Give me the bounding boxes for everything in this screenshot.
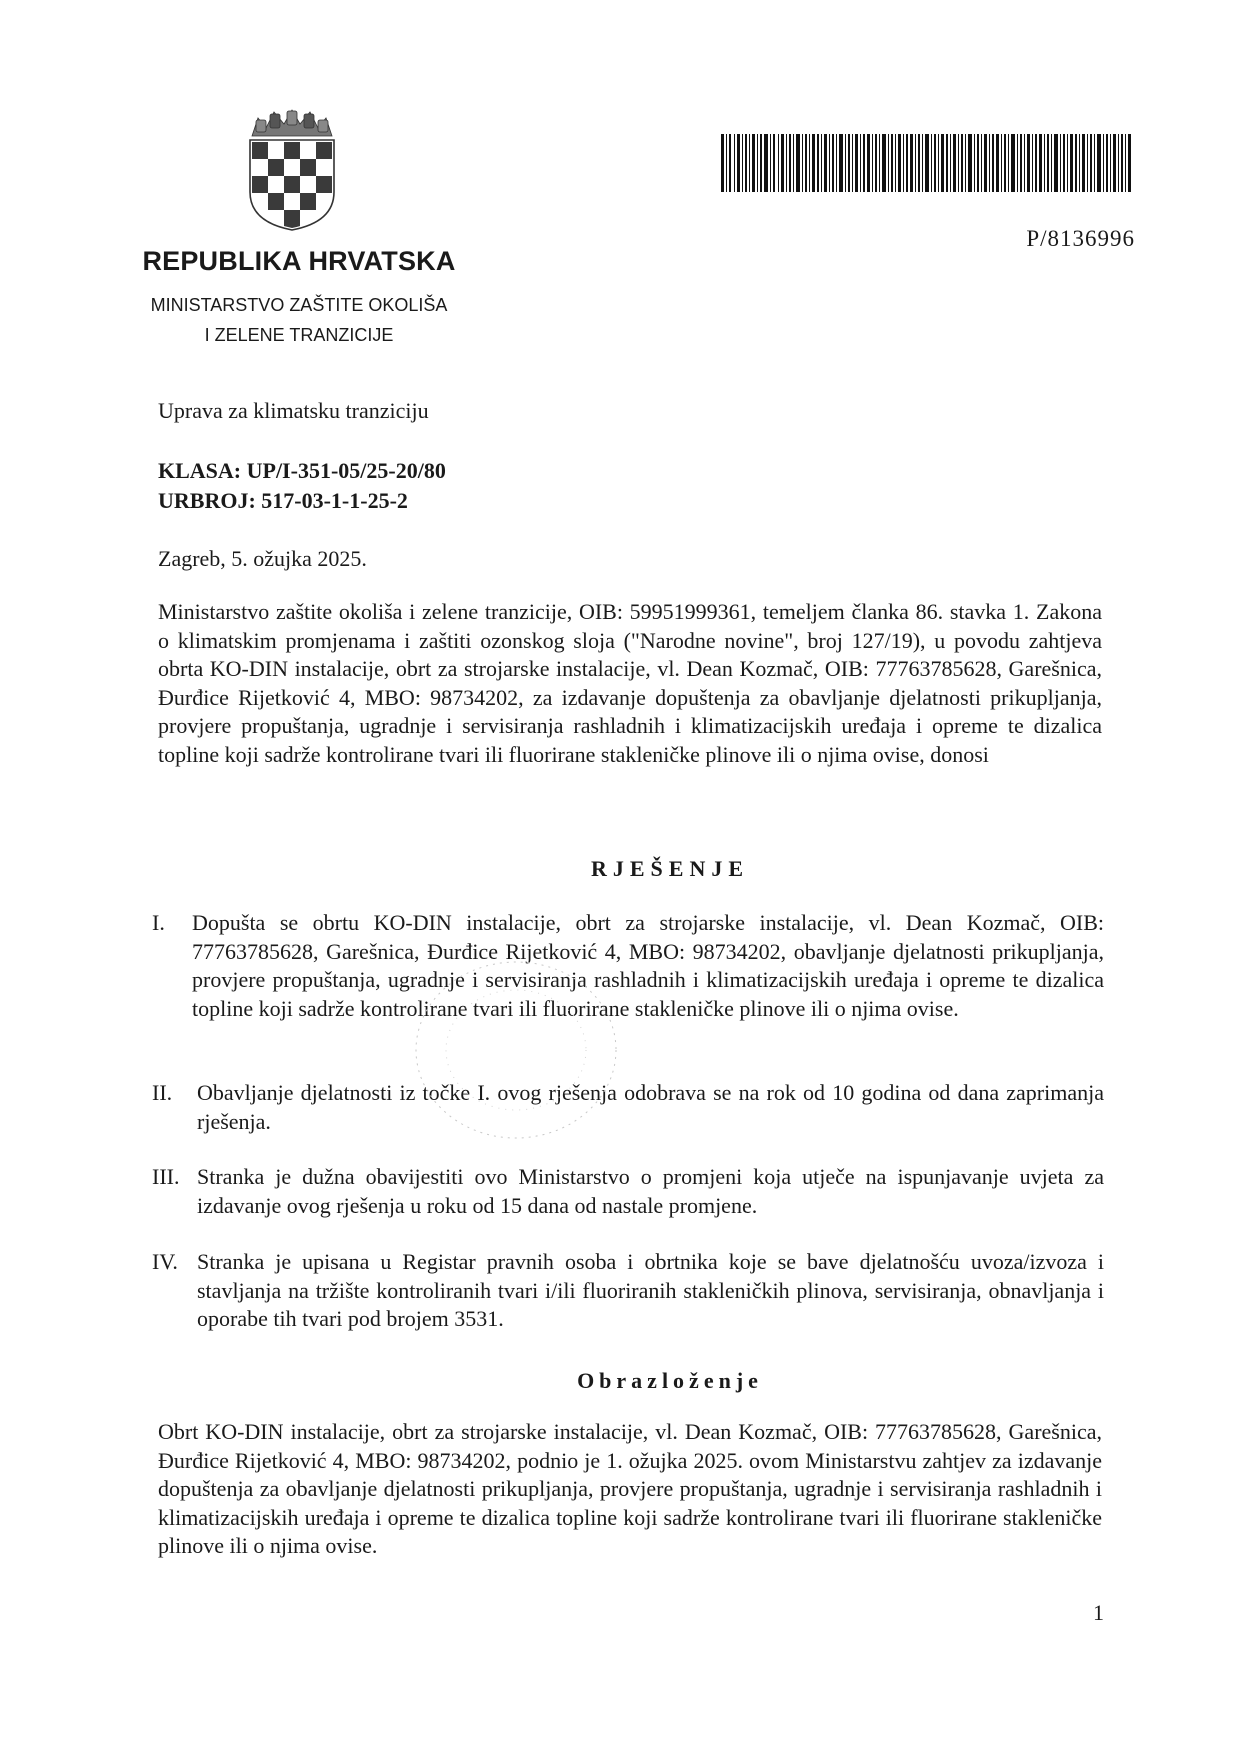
decision-title: RJEŠENJE [590, 856, 750, 881]
point-number: I. [152, 910, 165, 935]
reasoning-paragraph: Obrt KO-DIN instalacije, obrt za strojarske instalacije, vl. Dean Kozmač, OIB: 77763785628, Garešnica, Đurđice Rijetković 4, MBO: 98734202, podnio je 1. ožujka 2025. ovom Ministarstvu zahtjev za izdavanje dopuštenja za obavljanje djelatnosti prikupljanja, provjere propuštanja, ugradnje i servisiranja rashladnih i klimatizacijskih uređaja i opreme te dizalica topline koji sadrže kontrolirane tvari ili fluorirane stakleničke plinove ili o njima ovise. [158, 1419, 1102, 1558]
decision-point [152, 1163, 1104, 1220]
barcode-icon [721, 134, 1131, 192]
ministry-name-line-2: I ZELENE TRANZICIJE [204, 325, 394, 345]
point-number: IV. [152, 1249, 178, 1274]
point-text: Obavljanje djelatnosti iz točke I. ovog rješenja odobrava se na rok od 10 godina od dana zaprimanja rješenja. [197, 1080, 1104, 1134]
ministry-name [118, 290, 480, 350]
page-number: 1 [1093, 1600, 1104, 1625]
decision-point [152, 909, 1104, 1023]
point-text: Stranka je upisana u Registar pravnih osoba i obrtnika koje se bave djelatnošću uvoza/izvoza i stavljanja na tržište kontroliranih tvari i/ili fluoriranih stakleničkih plinova, servisiranja, obnavljanja i oporabe tih tvari pod brojem 3531. [197, 1249, 1104, 1331]
document-number: P/8136996 [1026, 226, 1135, 251]
point-number: II. [152, 1080, 173, 1105]
intro-paragraph: Ministarstvo zaštite okoliša i zelene tranzicije, OIB: 59951999361, temeljem članka 86. stavka 1. Zakona o klimatskim promjenama i zaštiti ozonskog sloja ("Narodne novine", broj 127/19), u povodu zahtjeva obrta KO-DIN instalacije, obrt za strojarske instalacije, vl. Dean Kozmač, OIB: 77763785628, Garešnica, Đurđice Rijetković 4, MBO: 98734202, za izdavanje dopuštenja za obavljanje djelatnosti prikupljanja, provjere propuštanja, ugradnje i servisiranja rashladnih i klimatizacijskih uređaja i opreme te dizalica topline koji sadrže kontrolirane tvari ili fluorirane stakleničke plinove ili o njima ovise, donosi [158, 599, 1102, 767]
klasa-number: KLASA: UP/I-351-05/25-20/80 [158, 458, 446, 483]
office-name: Uprava za klimatsku tranziciju [158, 398, 429, 423]
point-text: Dopušta se obrtu KO-DIN instalacije, obrt za strojarske instalacije, vl. Dean Kozmač, OIB: 77763785628, Garešnica, Đurđice Rijetković 4, MBO: 98734202, obavljanje djelatnosti prikupljanja, provjere propuštanja, ugradnje i servisiranja rashladnih i klimatizacijskih uređaja i opreme te dizalica topline koji sadrže kontrolirane tvari ili fluorirane stakleničke plinove ili o njima ovise. [192, 910, 1104, 1021]
document-date: Zagreb, 5. ožujka 2025. [158, 546, 367, 571]
country-name: REPUBLIKA HRVATSKA [142, 246, 456, 276]
ministry-name-line-1: MINISTARSTVO ZAŠTITE OKOLIŠA [150, 295, 448, 315]
decision-point [152, 1248, 1104, 1334]
point-text: Stranka je dužna obavijestiti ovo Ministarstvo o promjeni koja utječe na ispunjavanje uvjeta za izdavanje ovog rješenja u roku od 15 dana od nastale promjene. [197, 1164, 1104, 1218]
point-number: III. [152, 1164, 180, 1189]
reference-block [158, 456, 446, 516]
reasoning-title: Obrazloženje [577, 1368, 763, 1393]
decision-point [152, 1079, 1104, 1136]
urbroj-number: URBROJ: 517-03-1-1-25-2 [158, 488, 408, 513]
croatian-coat-of-arms-icon [246, 106, 338, 232]
